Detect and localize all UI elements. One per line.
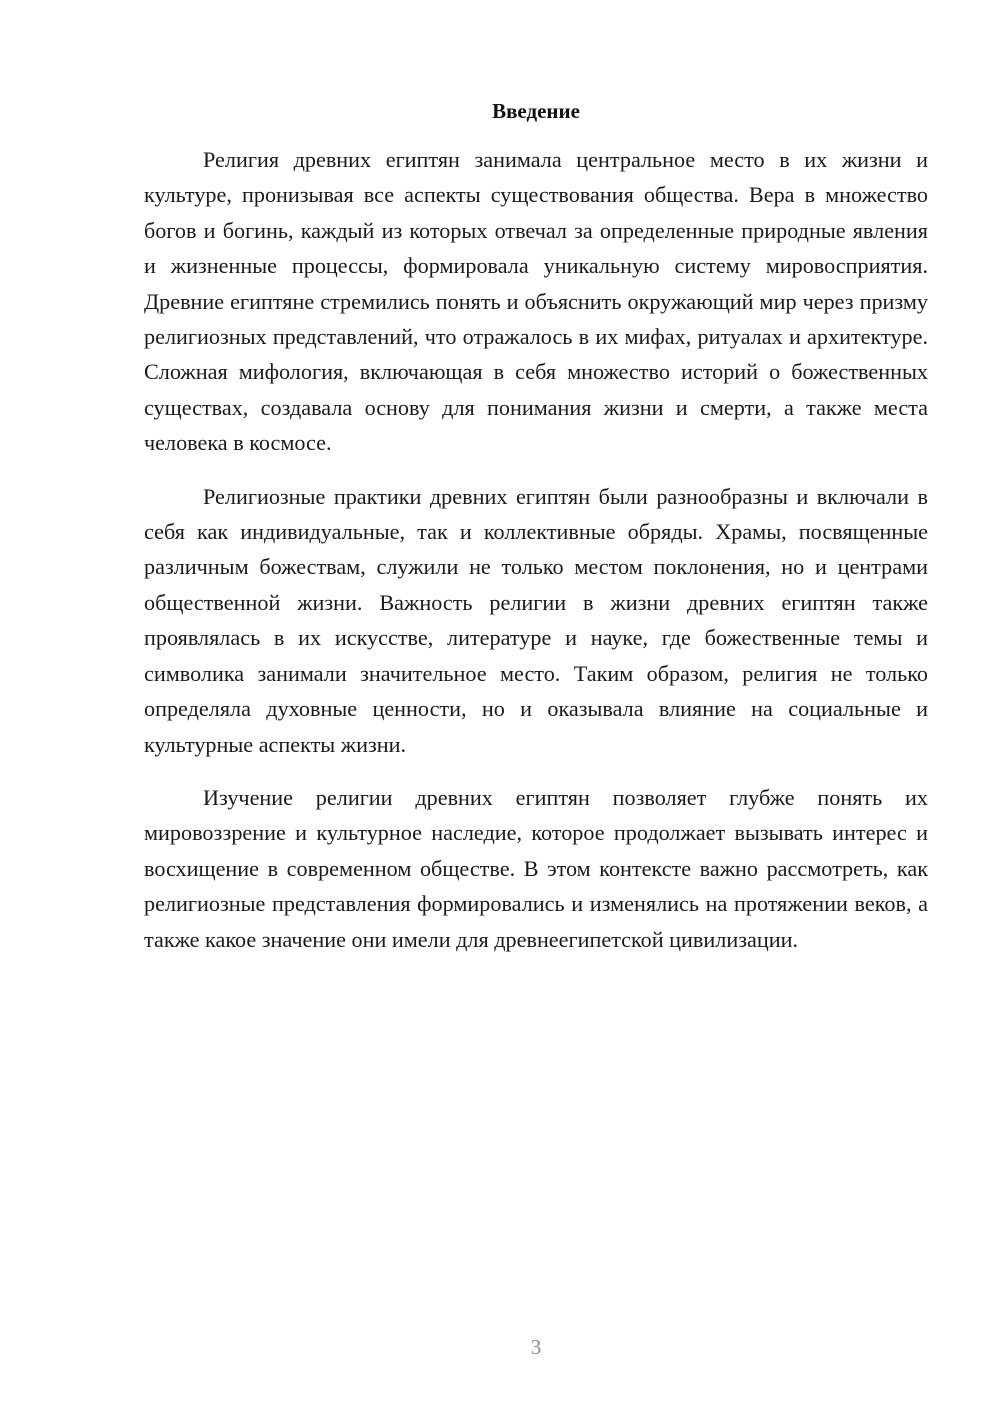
paragraph-1: Религия древних египтян занимала центральное место в их жизни и культуре, пронизывая все аспекты существования общества. Вера в множество богов и богинь, каждый из которых отвечал за определенные природные явления и жизненные процессы, формировала уникальную систему мировосприятия. Древние египтяне стремились понять и объяснить окружающий мир через призму религиозных представлений, что отражалось в их мифах, ритуалах и архитектуре. Сложная мифология, включающая в себя множество историй о божественных существах, создавала основу для понимания жизни и смерти, а также места человека в космосе. xyxy=(144,147,928,456)
page-number: 3 xyxy=(530,1335,542,1359)
paragraph-2: Религиозные практики древних египтян были разнообразны и включали в себя как индивидуальные, так и коллективные обряды. Храмы, посвященные различным божествам, служили не только местом поклонения, но и центрами общественной жизни. Важность религии в жизни древних египтян также проявлялась в их искусстве, литературе и науке, где божественные темы и символика занимали значительное место. Таким образом, религия не только определяла духовные ценности, но и оказывала влияние на социальные и культурные аспекты жизни. xyxy=(144,483,928,757)
paragraph-3: Изучение религии древних египтян позволяет глубже понять их мировоззрение и культурное наследие, которое продолжает вызывать интерес и восхищение в современном обществе. В этом контексте важно рассмотреть, как религиозные представления формировались и изменялись на протяжении веков, а также какое значение они имели для древнеегипетской цивилизации. xyxy=(144,784,928,952)
page-title: Введение xyxy=(492,99,580,123)
body-text xyxy=(144,142,928,975)
